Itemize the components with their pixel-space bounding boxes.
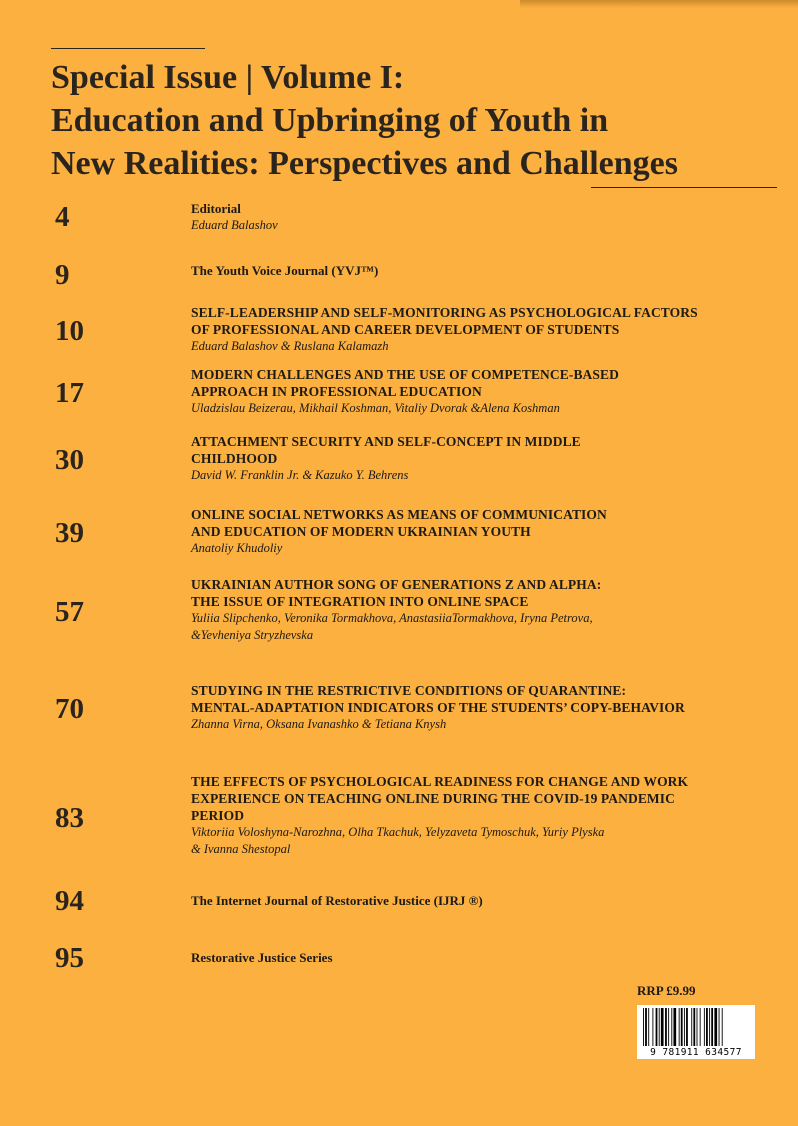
toc-entry-title: Restorative Justice Series — [191, 950, 333, 965]
toc-entry-title — [191, 366, 751, 400]
barcode-bar — [719, 1008, 720, 1046]
barcode-bar — [671, 1008, 672, 1046]
barcode-bar — [652, 1008, 653, 1046]
retail-price: RRP £9.99 — [637, 983, 696, 998]
title-line-3: New Realities: Perspectives and Challenges — [51, 145, 679, 182]
toc-title-line: THE EFFECTS OF PSYCHOLOGICAL READINESS FOR CHANGE AND WORK — [191, 774, 689, 789]
toc-entry-authors: Eduard Balashov & Ruslana Kalamazh — [191, 339, 389, 353]
toc-entry-title — [191, 773, 751, 824]
toc-entry-title — [191, 506, 751, 540]
top-rule — [51, 48, 205, 49]
toc-entry-authors — [191, 824, 751, 858]
toc-entry-authors: Anatoliy Khudoliy — [191, 541, 283, 555]
toc-entry-title: The Youth Voice Journal (YVJ™) — [191, 263, 379, 278]
toc-entry-authors: Zhanna Virna, Oksana Ivanashko & Tetiana Knysh — [191, 717, 447, 731]
toc-title-line: PERIOD — [191, 808, 245, 823]
toc-title-line: THE ISSUE OF INTEGRATION INTO ONLINE SPACE — [191, 594, 529, 609]
toc-title-line: STUDYING IN THE RESTRICTIVE CONDITIONS OF QUARANTINE: — [191, 683, 627, 698]
toc-page-number: 17 — [55, 377, 84, 409]
issue-title — [51, 56, 791, 185]
title-underline-rule — [591, 187, 777, 188]
toc-author-line: &Yevheniya Stryzhevska — [191, 628, 314, 642]
barcode-bars — [643, 1008, 751, 1046]
barcode-bar — [684, 1008, 685, 1046]
barcode-bar — [709, 1008, 710, 1046]
barcode-bar — [722, 1008, 723, 1046]
toc-entry-title — [191, 304, 751, 338]
toc-title-line: EXPERIENCE ON TEACHING ONLINE DURING THE COVID-19 PANDEMIC — [191, 791, 675, 806]
toc-title-line: UKRAINIAN AUTHOR SONG OF GENERATIONS Z AND ALPHA: — [191, 577, 602, 592]
barcode-digits: 9 781911 634577 — [650, 1047, 742, 1058]
toc-page-number: 70 — [55, 693, 84, 725]
barcode-bar — [704, 1008, 705, 1046]
toc-page-number: 94 — [55, 885, 84, 917]
toc-entry-authors: David W. Franklin Jr. & Kazuko Y. Behrens — [191, 468, 409, 482]
barcode-bar — [673, 1008, 676, 1046]
toc-entry-authors — [191, 610, 751, 644]
toc-entry-title — [191, 433, 751, 467]
toc-page-number: 39 — [55, 517, 84, 549]
barcode-bar — [711, 1008, 713, 1046]
barcode-bar — [706, 1008, 708, 1046]
toc-page-number: 10 — [55, 315, 84, 347]
toc-entry-title — [191, 576, 751, 610]
barcode-bar — [714, 1008, 717, 1046]
barcode-bar — [661, 1008, 664, 1046]
toc-title-line: SELF-LEADERSHIP AND SELF-MONITORING AS PSYCHOLOGICAL FACTORS — [191, 305, 698, 320]
barcode-bar — [691, 1008, 692, 1046]
toc-title-line: APPROACH IN PROFESSIONAL EDUCATION — [191, 384, 482, 399]
title-line-2: Education and Upbringing of Youth in — [51, 102, 609, 139]
toc-entry-title — [191, 682, 751, 716]
toc-title-line: MODERN CHALLENGES AND THE USE OF COMPETENCE-BASED — [191, 367, 619, 382]
toc-entry-authors: Eduard Balashov — [191, 218, 278, 232]
toc-entry-authors: Uladzislau Beizerau, Mikhail Koshman, Vitaliy Dvorak &Alena Koshman — [191, 401, 560, 415]
toc-title-line: CHILDHOOD — [191, 451, 278, 466]
barcode-bar — [686, 1008, 688, 1046]
toc-page-number: 83 — [55, 802, 84, 834]
toc-entry-title: The Internet Journal of Restorative Justice (IJRJ ®) — [191, 893, 483, 908]
barcode-bar — [645, 1008, 647, 1046]
toc-title-line: AND EDUCATION OF MODERN UKRAINIAN YOUTH — [191, 524, 531, 539]
barcode-bar — [700, 1008, 701, 1046]
barcode-bar — [643, 1008, 644, 1046]
toc-author-line: & Ivanna Shestopal — [191, 842, 291, 856]
barcode-bar — [681, 1008, 683, 1046]
toc-title-line: ONLINE SOCIAL NETWORKS AS MEANS OF COMMUNICATION — [191, 507, 607, 522]
toc-page-number: 57 — [55, 596, 84, 628]
barcode-bar — [693, 1008, 695, 1046]
title-line-1: Special Issue | Volume I: — [51, 59, 405, 96]
toc-title-line: ATTACHMENT SECURITY AND SELF-CONCEPT IN MIDDLE — [191, 434, 581, 449]
barcode-bar — [679, 1008, 680, 1046]
barcode-bar — [648, 1008, 649, 1046]
barcode-bar — [659, 1008, 660, 1046]
toc-author-line: Viktoriia Voloshyna-Narozhna, Olha Tkachuk, Yelyzaveta Tymoschuk, Yuriy Plyska — [191, 825, 605, 839]
page-edge-shadow — [520, 0, 798, 8]
toc-entry-title: Editorial — [191, 201, 241, 216]
toc-title-line: MENTAL-ADAPTATION INDICATORS OF THE STUDENTS’ COPY-BEHAVIOR — [191, 700, 685, 715]
toc-author-line: Yuliia Slipchenko, Veronika Tormakhova, AnastasiiaTormakhova, Iryna Petrova, — [191, 611, 593, 625]
barcode-bar — [668, 1008, 669, 1046]
barcode-bar — [697, 1008, 698, 1046]
toc-page-number: 30 — [55, 444, 84, 476]
barcode-bar — [665, 1008, 667, 1046]
isbn-barcode — [637, 1005, 755, 1059]
barcode-bar — [656, 1008, 658, 1046]
toc-title-line: OF PROFESSIONAL AND CAREER DEVELOPMENT OF STUDENTS — [191, 322, 620, 337]
toc-page-number: 95 — [55, 942, 84, 974]
toc-page-number: 9 — [55, 259, 70, 291]
toc-page-number: 4 — [55, 201, 70, 233]
